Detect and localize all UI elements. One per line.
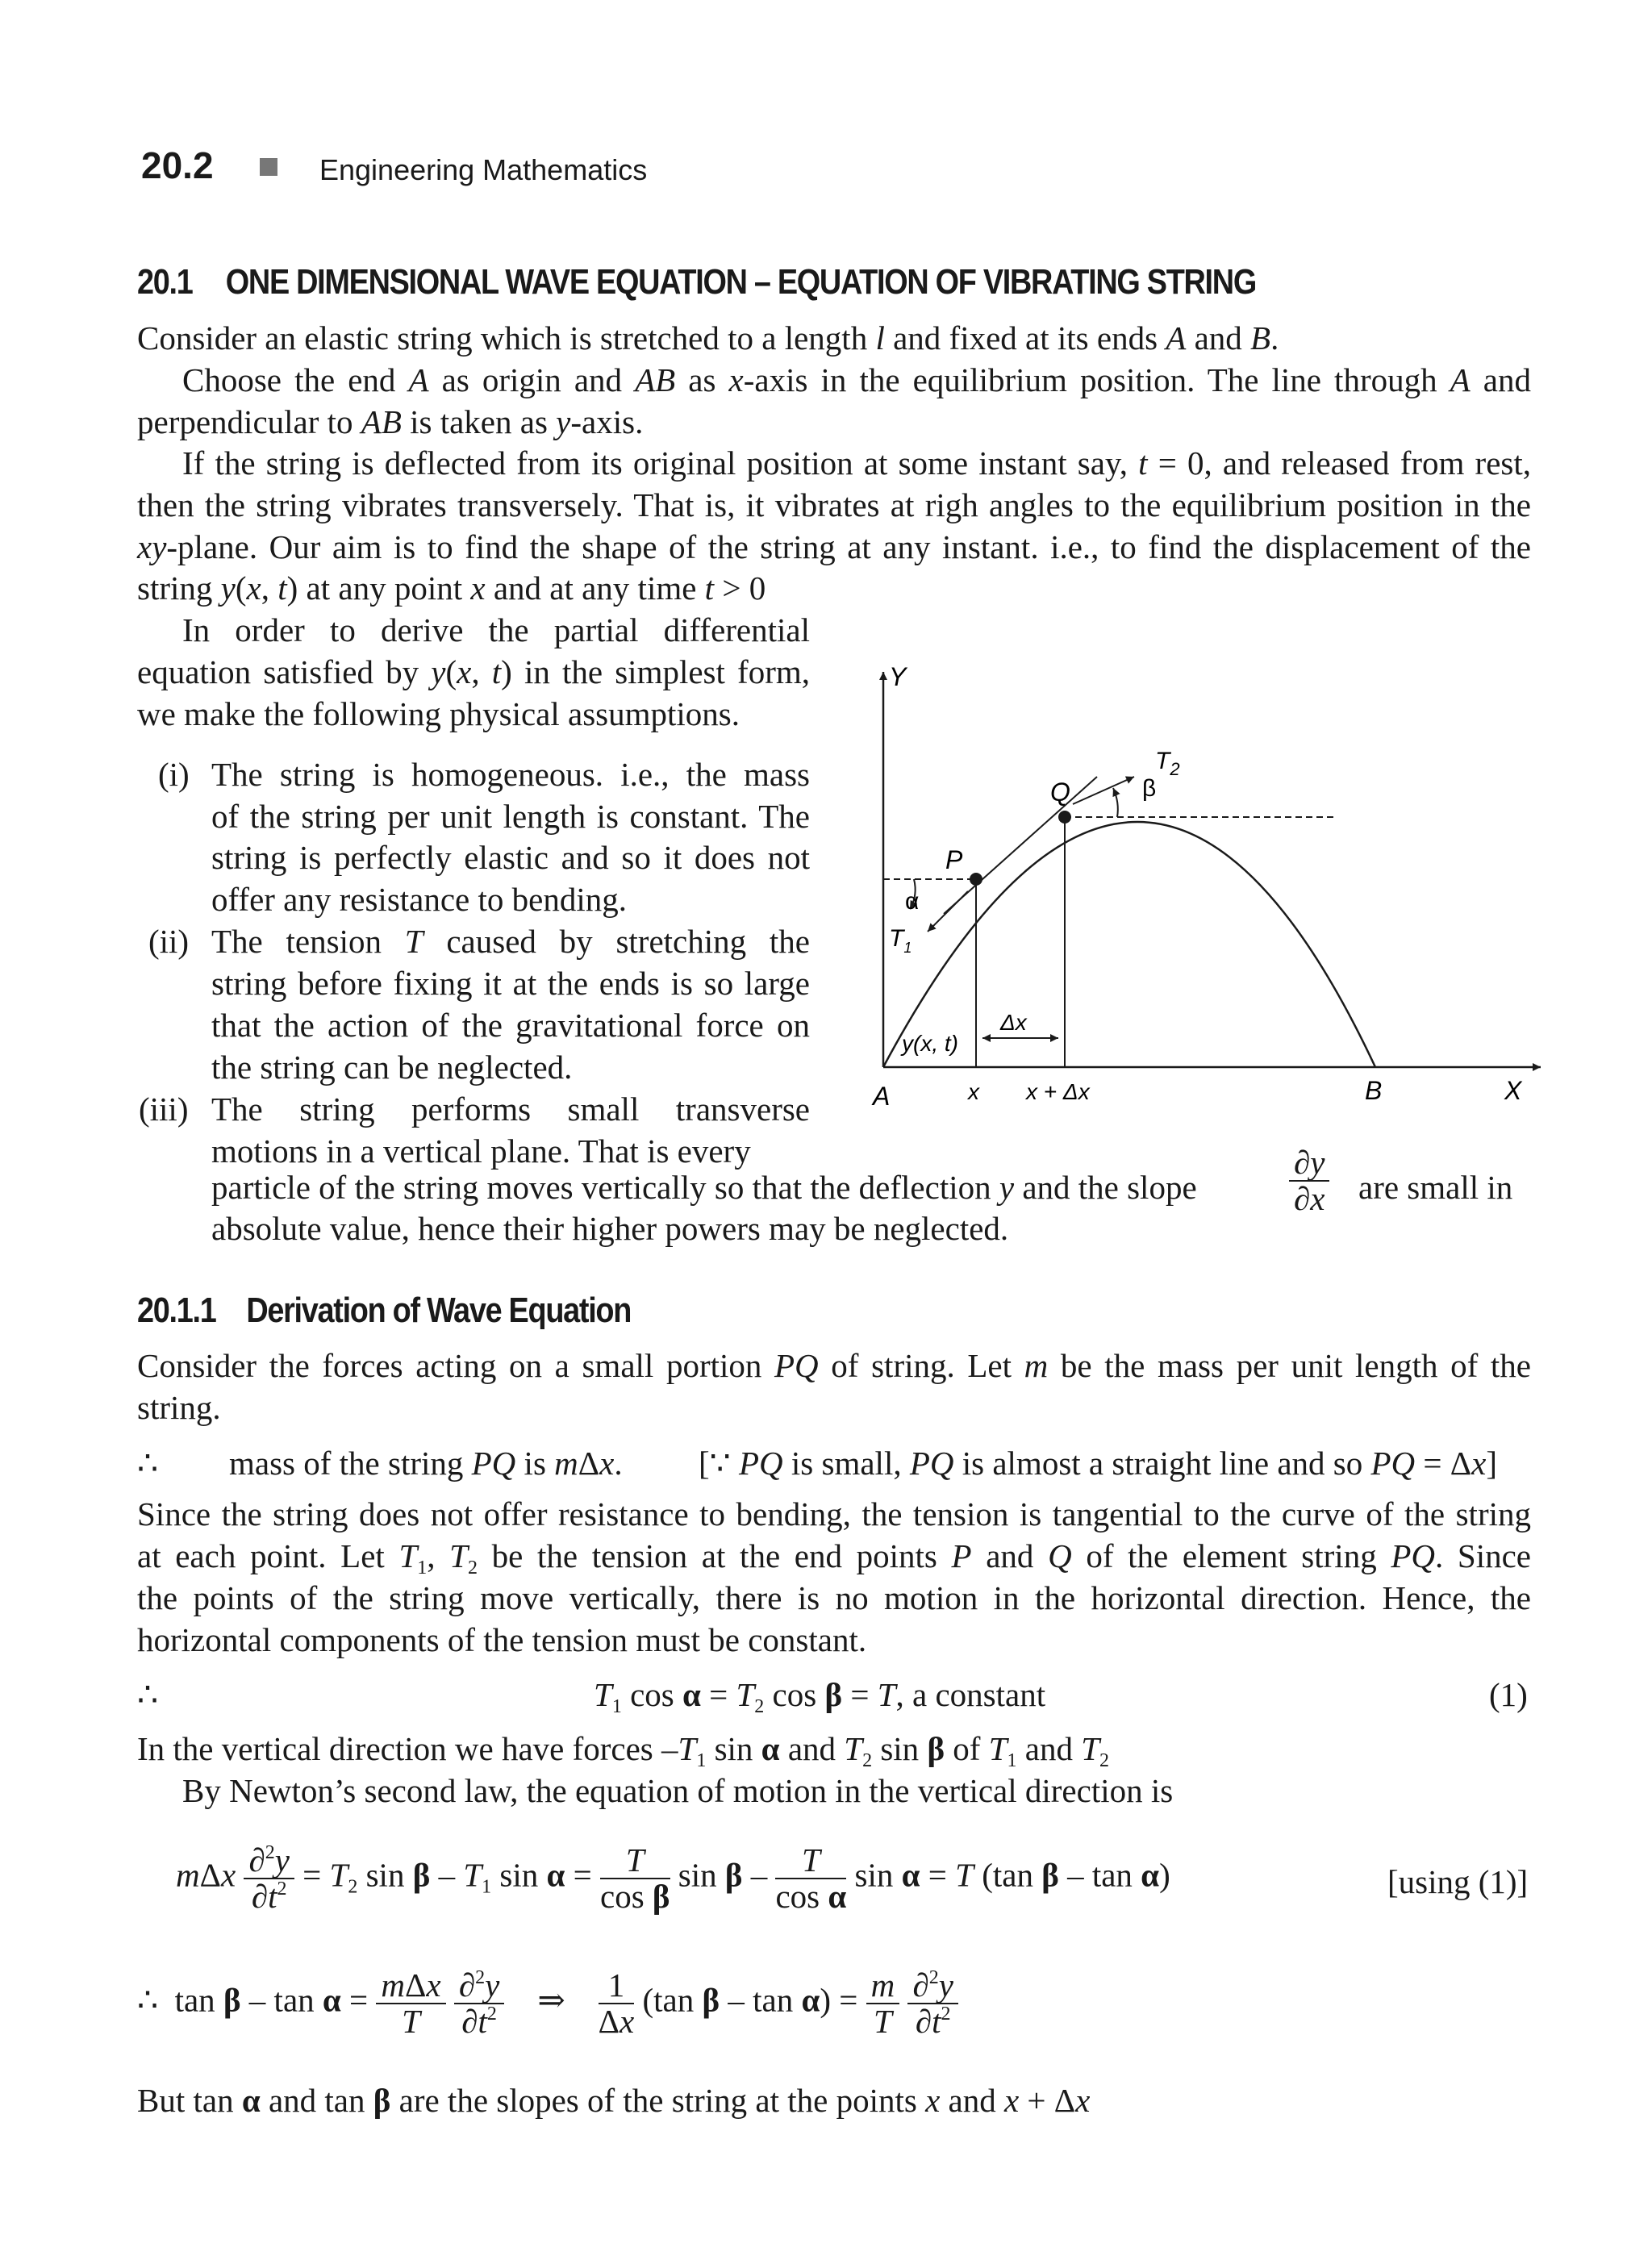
text-line: In the vertical direction we have forces $-T_1$ sin α and $T_2$ sin β of $T_1$ and $T_2$ — [137, 1730, 1110, 1771]
label-x-axis: X — [1504, 1076, 1522, 1105]
text-line: [∵ PQ is small, PQ is almost a straight line and so PQ = Δx] — [699, 1445, 1497, 1482]
text-line: are small in — [1358, 1169, 1513, 1206]
label-delta-x: Δx — [1000, 1010, 1027, 1035]
point-p-dot — [970, 873, 982, 886]
section-number: 20.1 — [137, 262, 193, 302]
therefore-symbol: ∴ — [137, 1445, 159, 1482]
label-y-axis: Y — [889, 662, 907, 691]
text-line: By Newton’s second law, the equation of motion in the vertical direction is — [182, 1772, 1174, 1809]
text-line: offer any resistance to bending. — [211, 881, 627, 918]
text-line: xy-plane. Our aim is to find the shape of the string at any instant. i.e., to find the displacement of the — [137, 528, 1531, 565]
subsection-number: 20.1.1 — [137, 1291, 216, 1330]
section-title: ONE DIMENSIONAL WAVE EQUATION – EQUATION OF VIBRATING STRING — [225, 262, 1256, 302]
using-tag: [using (1)] — [1387, 1863, 1529, 1900]
text-line: the string can be neglected. — [211, 1049, 573, 1086]
text-line: that the action of the gravitational force on — [211, 1007, 810, 1044]
list-marker: (iii) — [139, 1090, 189, 1128]
text-line: Choose the end A as origin and AB as x-axis in the equilibrium position. The line through A and — [182, 361, 1531, 398]
text-line: the points of the string move vertically, there is no motion in the horizontal direction. Hence, the — [137, 1579, 1531, 1616]
text-line: In order to derive the partial differential — [182, 611, 810, 648]
section-heading — [137, 262, 1256, 302]
text-line: at each point. Let $T_1$, $T_2$ be the tension at the end points P and Q of the element string PQ. Since — [137, 1537, 1531, 1578]
beta-angle-arc — [1113, 788, 1118, 817]
subsection-heading — [137, 1291, 631, 1331]
text-line: perpendicular to AB is taken as y-axis. — [137, 403, 644, 440]
text-line: The string performs small transverse — [211, 1090, 810, 1128]
page-number: 20.2 — [141, 144, 214, 186]
label-tension-t2: $T_2$ — [1155, 748, 1180, 779]
tension-t1-arrow — [928, 891, 968, 932]
text-line: absolute value, hence their higher powers may be neglected. — [211, 1210, 1009, 1247]
text-line: mass of the string PQ is mΔx. — [229, 1445, 623, 1482]
label-point-p: P — [945, 845, 963, 874]
text-line: horizontal components of the tension must be constant. — [137, 1621, 867, 1658]
slope-fraction: $\frac{\partial y}{\partial x}$ — [1289, 1145, 1329, 1216]
list-marker: (ii) — [148, 923, 190, 960]
point-q-dot — [1058, 811, 1071, 824]
label-beta: β — [1142, 775, 1157, 802]
text-line: Consider an elastic string which is stretched to a length l and fixed at its ends A and B. — [137, 319, 1279, 357]
therefore-symbol: ∴ — [137, 1676, 159, 1713]
vibrating-string-figure — [839, 657, 1549, 1125]
equation-slope-difference: ∴ tan β – tan α = $\frac{\text{mΔx}}{T}$ $\frac{\partial^2y}{\partial t^2}$ ⇒ $\frac{1}{\Delta x}$ (tan β – tan α) = $\frac{m}{T}$ $\frac{\partial^2y}{\partial t^2}$ — [137, 1968, 958, 2039]
label-point-q: Q — [1050, 778, 1070, 807]
text-line: But tan α and tan β are the slopes of the string at the points x and x + Δx — [137, 2082, 1091, 2119]
label-x-plus-dx: x + Δx — [1026, 1079, 1090, 1104]
text-line: of the string per unit length is constant. The — [211, 798, 810, 835]
text-line: If the string is deflected from its original position at some instant say, t = 0, and released from rest, — [182, 444, 1531, 482]
text-line: then the string vibrates transversely. That is, it vibrates at righ angles to the equilibrium position in the — [137, 486, 1531, 523]
text-line: we make the following physical assumptions. — [137, 695, 740, 732]
text-line: equation satisfied by y(x, t) in the simplest form, — [137, 653, 810, 690]
text-line: The string is homogeneous. i.e., the mass — [211, 756, 810, 793]
label-alpha: α — [905, 888, 920, 915]
equation-of-motion: mΔx $\frac{\partial^2y}{\partial t^2}$ = $T_2$ sin β – $T_1$ sin α = $\frac{T}{\text{cos β}}$ sin β – $\frac{T}{\text{cos α}}$ sin α = T (tan β – tan α) — [176, 1841, 1170, 1916]
text-line: string is perfectly elastic and so it does not — [211, 839, 810, 876]
text-line: The tension T caused by stretching the — [211, 923, 810, 960]
label-origin-a: A — [873, 1082, 891, 1111]
list-marker: (i) — [158, 756, 190, 793]
text-line: particle of the string moves vertically so that the deflection y and the slope — [211, 1169, 1197, 1206]
label-x: x — [968, 1079, 979, 1104]
equation-1-tag: (1) — [1489, 1676, 1528, 1713]
text-line: string before fixing it at the ends is so large — [211, 965, 810, 1002]
label-end-b: B — [1365, 1076, 1383, 1105]
label-tension-t1: $T_1$ — [889, 925, 912, 956]
text-line: Consider the forces acting on a small portion PQ of string. Let m be the mass per unit length of the — [137, 1347, 1531, 1384]
text-line: motions in a vertical plane. That is every — [211, 1132, 751, 1170]
text-line: Since the string does not offer resistance to bending, the tension is tangential to the curve of the string — [137, 1495, 1531, 1532]
text-line: string. — [137, 1389, 221, 1426]
text-line: string y(x, t) at any point x and at any time t > 0 — [137, 569, 766, 607]
label-y-of-x-t: y(x, t) — [902, 1031, 958, 1056]
header-square-bullet — [260, 158, 277, 176]
subsection-title: Derivation of Wave Equation — [246, 1291, 632, 1330]
book-title: Engineering Mathematics — [319, 153, 648, 186]
equation-1: $T_1$ $\cos \alpha = T_2$ cos β = T, a constant — [594, 1676, 1046, 1717]
